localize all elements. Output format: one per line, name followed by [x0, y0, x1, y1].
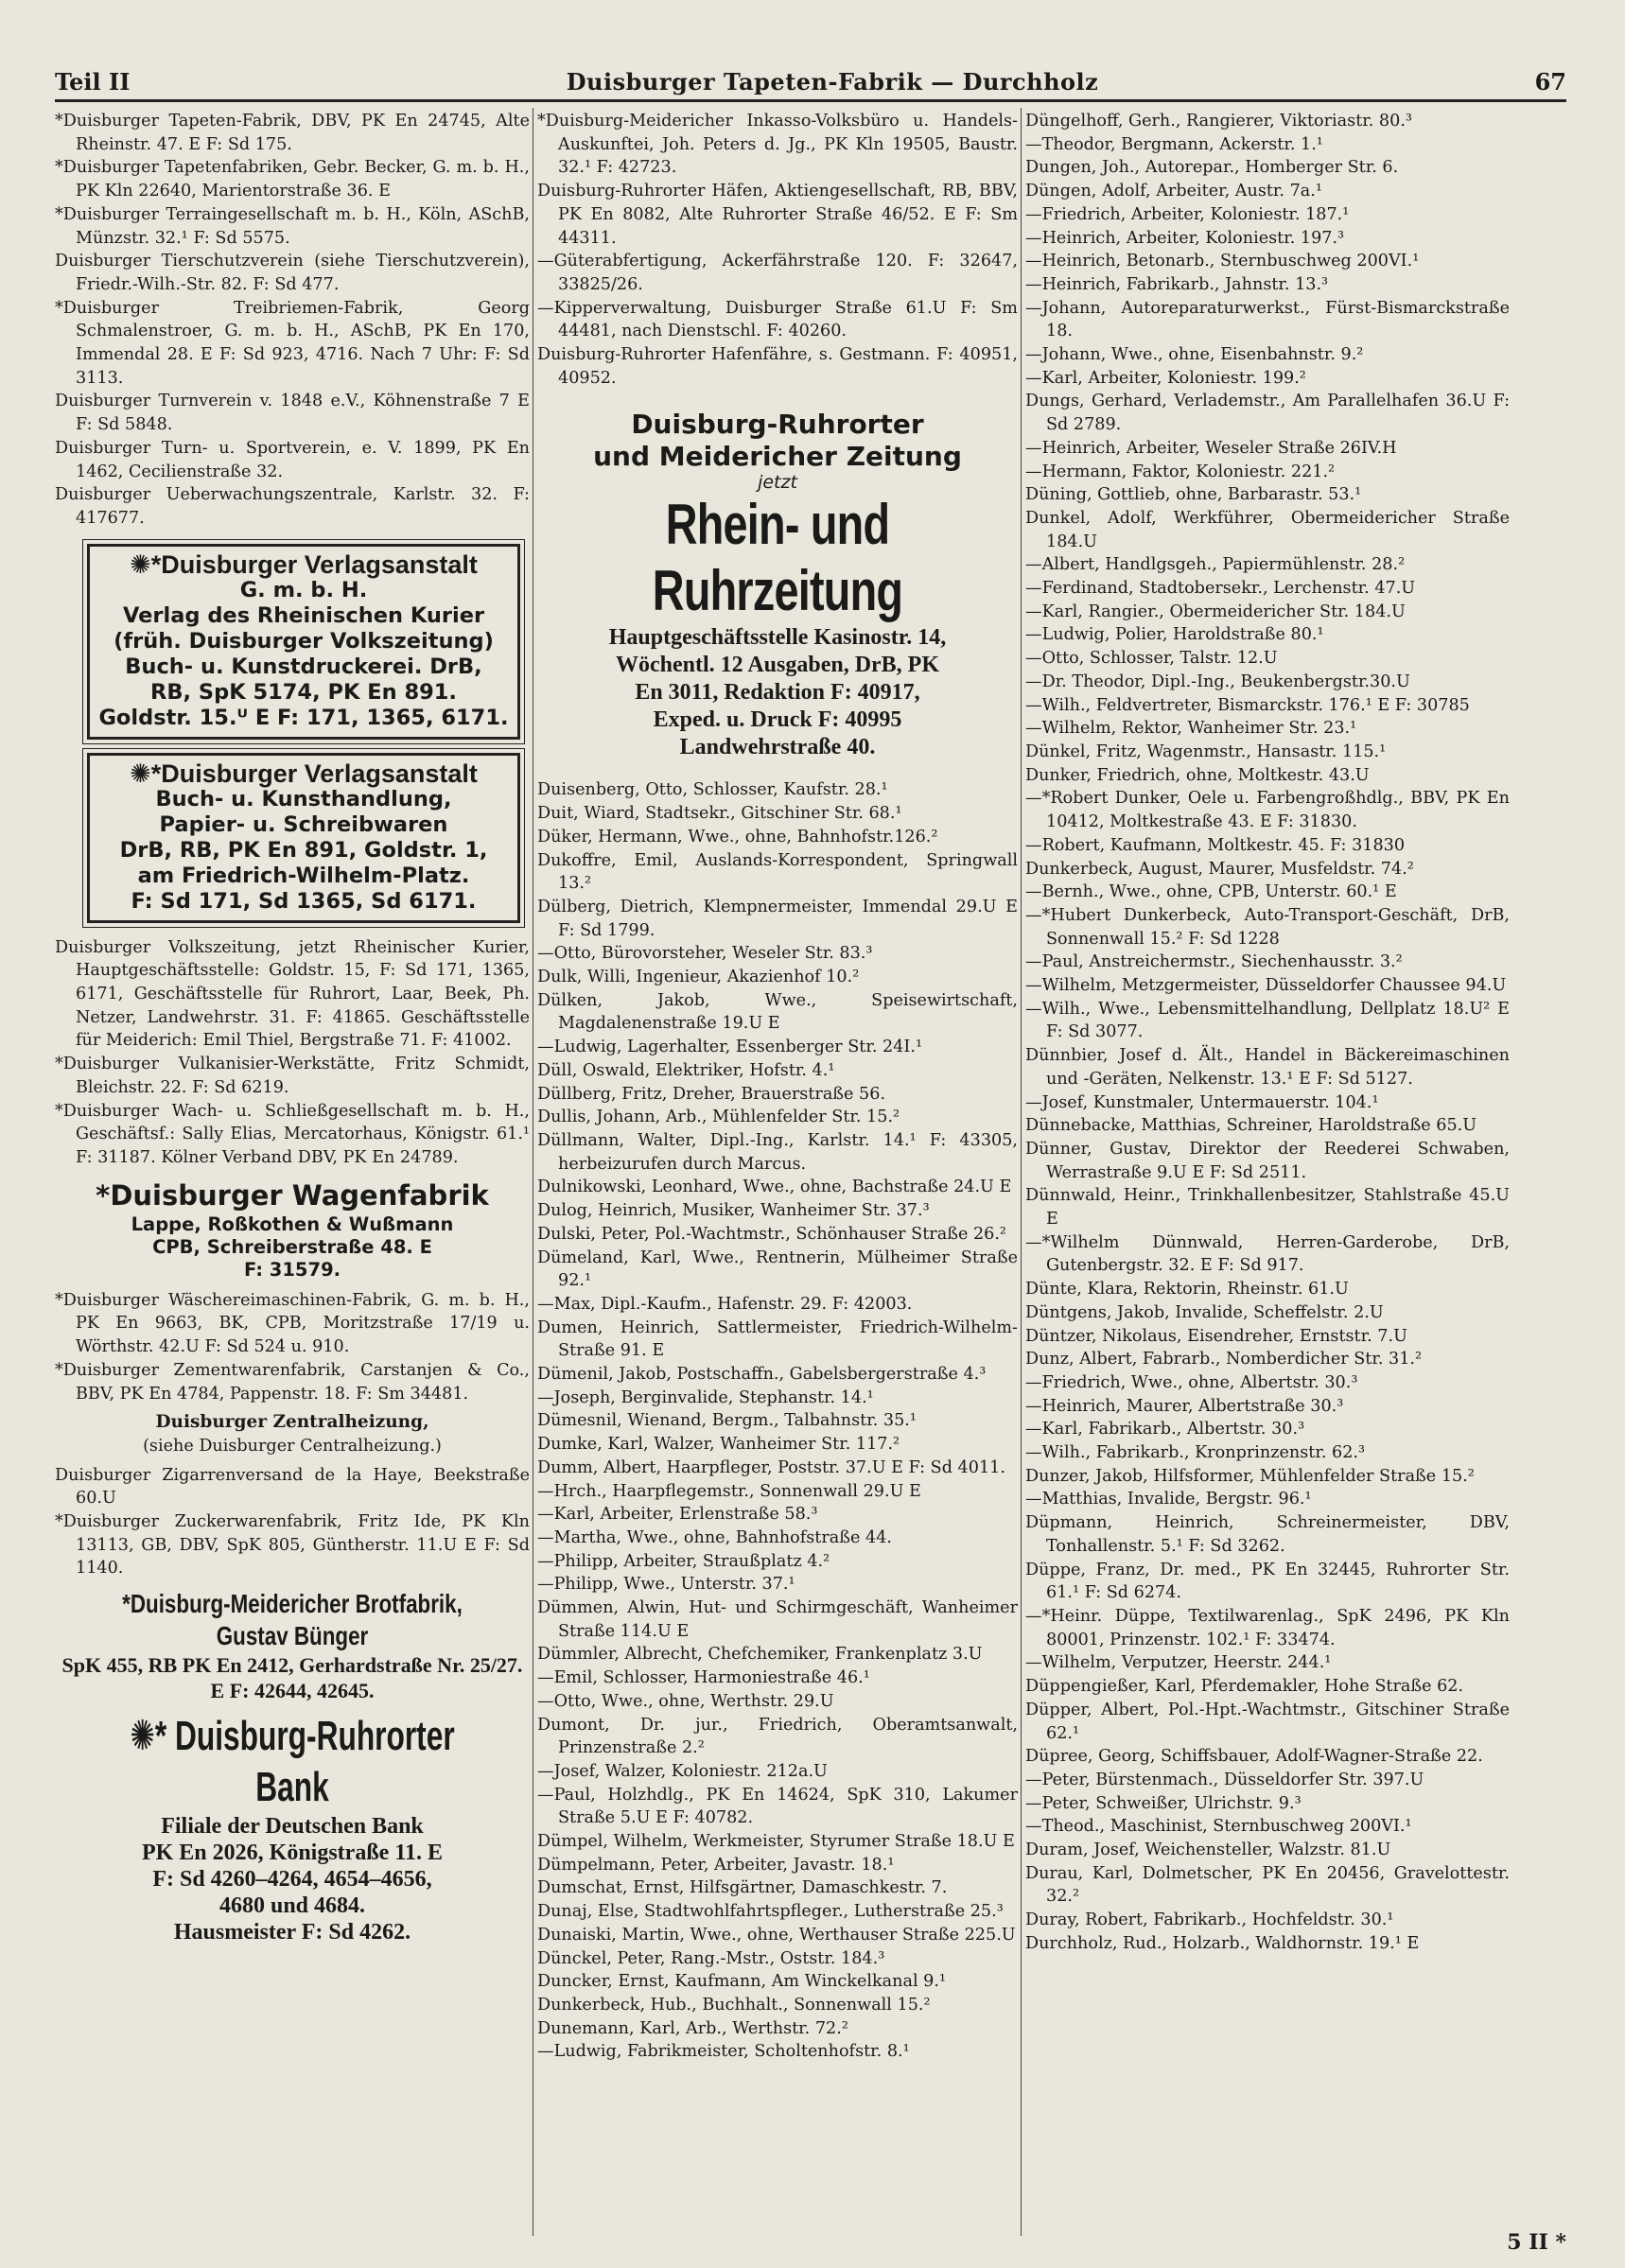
ad-line: Papier- u. Schreibwaren: [159, 811, 448, 837]
ad-line: am Friedrich-Wilhelm-Platz.: [137, 863, 470, 888]
directory-entry: Dünnebacke, Matthias, Schreiner, Haroldstraße 65.U: [1025, 1116, 1477, 1136]
directory-entry: —Friedrich, Wwe., ohne, Albertstr. 30.³: [1025, 1372, 1358, 1392]
directory-entry: Dünckel, Peter, Rang.-Mstr., Oststr. 184.³: [537, 1948, 885, 1968]
directory-entry: —Hermann, Faktor, Koloniestr. 221.²: [1025, 462, 1336, 481]
ad-line: Buch- u. Kunsthandlung,: [155, 786, 452, 811]
directory-entry: Düngelhoff, Gerh., Rangierer, Viktoriastr. 80.³: [1025, 112, 1412, 131]
ad-line: G. m. b. H.: [239, 577, 368, 602]
ad-line: F: Sd 4260–4264, 4654–4656,: [152, 1867, 432, 1893]
directory-entry: Dümpel, Wilhelm, Werkmeister, Styrumer Straße 18.U E: [537, 1832, 1015, 1852]
directory-entry: —Paul, Holzhdlg., PK En 14624, SpK 310, Lakumer Straße 5.U E F: 40782.: [537, 1785, 1018, 1828]
directory-entry: —Johann, Autoreparaturwerkst., Fürst-Bismarckstraße 18.: [1025, 298, 1510, 341]
directory-entry: *Duisburg-Meidericher Inkasso-Volksbüro u. Handels-Auskunftei, Joh. Peters d. Jg., PK Kln 19505, Baustr. 32.¹ F: 42723.: [537, 112, 1018, 178]
directory-entry: —Heinrich, Fabrikarb., Jahnstr. 13.³: [1025, 274, 1329, 294]
directory-entry: Dümmen, Alwin, Hut- und Schirmgeschäft, Wanheimer Straße 114.U E: [537, 1598, 1018, 1641]
directory-entry: Dunkerbeck, August, Maurer, Musfeldstr. 74.²: [1025, 859, 1414, 879]
directory-entry: Dümeland, Karl, Wwe., Rentnerin, Mülheimer Straße 92.¹: [537, 1247, 1018, 1291]
entry-list: [537, 778, 1018, 2064]
directory-entry: —Heinrich, Betonarb., Sternbuschweg 200VI.¹: [1025, 252, 1420, 271]
directory-entry: —Philipp, Wwe., Unterstr. 37.¹: [537, 1575, 795, 1595]
directory-entry: —Karl, Fabrikarb., Albertstr. 30.³: [1025, 1420, 1305, 1439]
directory-entry: Durau, Karl, Dolmetscher, PK En 20456, Gravelottestr. 32.²: [1025, 1863, 1510, 1907]
directory-entry: Durchholz, Rud., Holzarb., Waldhornstr. 19.¹ E: [1025, 1933, 1420, 1953]
directory-entry: *Duisburger Wäschereimaschinen-Fabrik, G. m. b. H., PK En 9663, BK, CPB, Moritzstraße 17/19 u. Wörthstr. 42.U F: Sd 524 u. 910.: [55, 1290, 530, 1357]
ad-line: Filiale der Deutschen Bank: [161, 1814, 424, 1840]
ad-line: Verlag des Rheinischen Kurier: [122, 602, 485, 628]
directory-entry: —Otto, Schlosser, Talstr. 12.U: [1025, 649, 1278, 669]
sun-logo-icon: ✺: [130, 759, 151, 788]
ad-line: Landwehrstraße 40.: [679, 735, 876, 760]
directory-entry: —Johann, Wwe., ohne, Eisenbahnstr. 9.²: [1025, 345, 1364, 365]
ad-line: Goldstr. 15.ᵁ E F: 171, 1365, 6171.: [98, 705, 509, 730]
directory-entry: Düllberg, Fritz, Dreher, Brauerstraße 56.: [537, 1084, 886, 1104]
ad-title: Rhein- und Ruhrzeitung: [652, 493, 903, 623]
directory-entry: —Josef, Walzer, Koloniestr. 212a.U: [537, 1761, 828, 1781]
directory-entry: —Bernh., Wwe., ohne, CPB, Unterstr. 60.¹ E: [1025, 882, 1397, 902]
directory-entry: —Güterabfertigung, Ackerfährstraße 120. F: 32647, 33825/26.: [537, 252, 1018, 294]
directory-entry: Dumschat, Ernst, Hilfsgärtner, Damaschkestr. 7.: [537, 1878, 948, 1898]
ad-rhein-ruhrzeitung: [537, 409, 1018, 761]
directory-entry: Düpree, Georg, Schiffsbauer, Adolf-Wagner-Straße 22.: [1025, 1747, 1483, 1767]
ad-lines: [55, 1213, 530, 1282]
directory-entry: Duisburg-Ruhrorter Hafenfähre, s. Gestmann. F: 40951, 40952.: [537, 345, 1018, 388]
column-3: [1025, 110, 1510, 1956]
ad-line: F: 31579.: [243, 1258, 341, 1281]
directory-entry: —Robert, Kaufmann, Moltkestr. 45. F: 31830: [1025, 835, 1406, 855]
directory-entry: —Matthias, Invalide, Bergstr. 96.¹: [1025, 1490, 1312, 1509]
notice-title: Duisburger Zentralheizung,: [155, 1412, 429, 1433]
directory-entry: —Wilhelm, Rektor, Wanheimer Str. 23.¹: [1025, 719, 1357, 739]
directory-entry: Duisburger Turn- u. Sportverein, e. V. 1899, PK En 1462, Cecilienstraße 32.: [55, 438, 530, 481]
sun-logo-icon: ✺: [130, 550, 151, 579]
directory-entry: Düllmann, Walter, Dipl.-Ing., Karlstr. 14.¹ F: 43305, herbeizurufen durch Marcus.: [537, 1130, 1018, 1174]
directory-entry: —Wilh., Feldvertreter, Bismarckstr. 176.¹ E F: 30785: [1025, 695, 1470, 715]
ad-line: Hausmeister F: Sd 4262.: [173, 1920, 411, 1945]
directory-entry: Dunaj, Else, Stadtwohlfahrtspfleger., Lutherstraße 25.³: [537, 1902, 1004, 1922]
directory-entry: *Duisburger Tapetenfabriken, Gebr. Becker, G. m. b. H., PK Kln 22640, Marientorstraße 36. E: [55, 158, 530, 201]
ad-wagenfabrik: [55, 1178, 530, 1282]
directory-entry: Dulski, Peter, Pol.-Wachtmstr., Schönhauser Straße 26.²: [537, 1224, 1006, 1244]
column-1: [55, 110, 530, 1953]
directory-entry: —Peter, Schweißer, Ulrichstr. 9.³: [1025, 1793, 1302, 1813]
directory-entry: Dülberg, Dietrich, Klempnermeister, Immendal 29.U E F: Sd 1799.: [537, 897, 1018, 940]
entry-list: [1025, 110, 1510, 1956]
directory-entry: Duisburg-Ruhrorter Häfen, Aktiengesellschaft, RB, BBV, PK En 8082, Alte Ruhrorter Straße 46/52. E F: Sm 44311.: [537, 182, 1018, 248]
directory-entry: Duit, Wiard, Stadtsekr., Gitschiner Str. 68.¹: [537, 804, 902, 824]
directory-entry: Dünnwald, Heinr., Trinkhallenbesitzer, Stahlstraße 45.U E: [1025, 1186, 1510, 1230]
ad-line: Buch- u. Kunstdruckerei. DrB,: [125, 654, 482, 679]
directory-entry: Düntzer, Nikolaus, Eisendreher, Ernststr. 7.U: [1025, 1326, 1407, 1346]
ad-title: *Duisburg-Meidericher Brotfabrik, Gustav Bünger: [122, 1589, 463, 1651]
directory-entry: Dulog, Heinrich, Musiker, Wanheimer Str. 37.³: [537, 1201, 930, 1221]
sun-logo-icon: ✺: [130, 1713, 155, 1760]
directory-entry: —Ludwig, Lagerhalter, Essenberger Str. 24I.¹: [537, 1038, 923, 1057]
directory-entry: Duram, Josef, Weichensteller, Walzstr. 81.U: [1025, 1841, 1391, 1860]
directory-entry: Dunz, Albert, Fabrarb., Nomberdicher Str. 31.²: [1025, 1350, 1423, 1370]
directory-entry: Duisburger Ueberwachungszentrale, Karlstr. 32. F: 417677.: [55, 485, 530, 528]
ad-lines: [97, 787, 510, 915]
entry-list: [55, 1464, 530, 1581]
directory-entry: —Karl, Arbeiter, Koloniestr. 199.²: [1025, 368, 1306, 388]
directory-entry: —Ferdinand, Stadtobersekr., Lerchenstr. 47.U: [1025, 579, 1416, 599]
directory-entry: Dümesnil, Wienand, Bergm., Talbahnstr. 35.¹: [537, 1411, 917, 1431]
directory-entry: Dünkel, Fritz, Wagenmstr., Hansastr. 115.¹: [1025, 741, 1387, 761]
directory-entry: —*Wilhelm Dünnwald, Herren-Garderobe, DrB, Gutenbergstr. 32. E F: Sd 917.: [1025, 1232, 1510, 1276]
ad-line: und Meidericher Zeitung: [593, 441, 962, 473]
directory-entry: —*Hubert Dunkerbeck, Auto-Transport-Geschäft, DrB, Sonnenwall 15.² F: Sd 1228: [1025, 905, 1510, 949]
directory-entry: Dünte, Klara, Rektorin, Rheinstr. 61.U: [1025, 1280, 1349, 1300]
directory-entry: *Duisburger Wach- u. Schließgesellschaft m. b. H., Geschäftsf.: Sally Elias, Mercatorhaus, Königstr. 61.¹ F: 31187. Kölner Verband DBV, PK En 24789.: [55, 1101, 530, 1167]
directory-entry: Duray, Robert, Fabrikarb., Hochfeldstr. 30.¹: [1025, 1910, 1394, 1930]
directory-entry: Dümpelmann, Peter, Arbeiter, Javastr. 18.¹: [537, 1855, 895, 1875]
ad-title: *Duisburger Wagenfabrik: [96, 1178, 489, 1212]
entry-list: [537, 110, 1018, 390]
column-divider: [1021, 108, 1022, 2236]
ad-line: (früh. Duisburger Volkszeitung): [114, 628, 494, 654]
directory-entry: Düngen, Adolf, Arbeiter, Austr. 7a.¹: [1025, 182, 1322, 201]
ad-ruhrorter-bank: [55, 1711, 530, 1945]
ad-line: Duisburg-Ruhrorter: [631, 409, 924, 441]
ad-line: jetzt: [758, 472, 797, 494]
directory-entry: Duisenberg, Otto, Schlosser, Kaufstr. 28.¹: [537, 780, 888, 800]
directory-entry: Dukoffre, Emil, Auslands-Korrespondent, Springwall 13.²: [537, 850, 1018, 894]
directory-entry: Düning, Gottlieb, ohne, Barbarastr. 53.¹: [1025, 485, 1362, 505]
directory-entry: —Kipperverwaltung, Duisburger Straße 61.U F: Sm 44481, nach Dienstschl. F: 40260.: [537, 298, 1018, 341]
directory-entry: —Joseph, Berginvalide, Stephanstr. 14.¹: [537, 1387, 874, 1407]
directory-entry: Dulnikowski, Leonhard, Wwe., ohne, Bachstraße 24.U E: [537, 1178, 1012, 1197]
directory-entry: —Karl, Rangier., Obermeidericher Str. 184.U: [1025, 602, 1406, 621]
ad-line: SpK 455, RB PK En 2412, Gerhardstraße Nr. 25/27. E F: 42644, 42645.: [61, 1653, 523, 1703]
directory-entry: —Wilh., Fabrikarb., Kronprinzenstr. 62.³: [1025, 1443, 1366, 1463]
directory-entry: Dunzer, Jakob, Hilfsformer, Mühlenfelder Straße 15.²: [1025, 1466, 1475, 1486]
directory-entry: Dunker, Friedrich, ohne, Moltkestr. 43.U: [1025, 765, 1370, 785]
directory-entry: —Heinrich, Arbeiter, Weseler Straße 26IV.H: [1025, 438, 1397, 458]
directory-entry: —Emil, Schlosser, Harmoniestraße 46.¹: [537, 1668, 870, 1688]
directory-entry: —Wilh., Wwe., Lebensmittelhandlung, Dellplatz 18.U² E F: Sd 3077.: [1025, 999, 1510, 1042]
ad-brotfabrik: [55, 1588, 530, 1703]
directory-entry: Duisburger Tierschutzverein (siehe Tierschutzverein), Friedr.-Wilh.-Str. 82. F: Sd 477.: [55, 252, 530, 294]
ad-line: PK En 2026, Königstraße 11. E: [141, 1841, 444, 1866]
directory-entry: Duisburger Volkszeitung, jetzt Rheinischer Kurier, Hauptgeschäftsstelle: Goldstr. 15, F: Sd 171, 1365, 6171, Geschäftsstelle für Ruhrort, Laar, Beek, Ph. Netzer, Landwehrstr. 31. F: 41865. Geschäftsstelle für Meiderich: Emil Thiel, Bergstraße 71. F: 41002.: [55, 937, 530, 1051]
directory-entry: Dullis, Johann, Arb., Mühlenfelder Str. 15.²: [537, 1108, 900, 1127]
ad-line: CPB, Schreiberstraße 48. E: [152, 1235, 432, 1258]
directory-entry: —Philipp, Arbeiter, Straußplatz 4.²: [537, 1551, 830, 1571]
directory-entry: Dünnbier, Josef d. Ält., Handel in Bäckereimaschinen und -Geräten, Nelkenstr. 13.¹ E F: Sd 5127.: [1025, 1046, 1510, 1089]
directory-entry: Dumm, Albert, Haarpfleger, Poststr. 37.U E F: Sd 4011.: [537, 1457, 1005, 1477]
directory-entry: Duisburger Turnverein v. 1848 e.V., Köhnenstraße 7 E F: Sd 5848.: [55, 392, 530, 435]
zentralheizung-notice: [55, 1411, 530, 1457]
directory-entry: —Josef, Kunstmaler, Untermauerstr. 104.¹: [1025, 1092, 1379, 1112]
directory-entry: Düntgens, Jakob, Invalide, Scheffelstr. 2.U: [1025, 1302, 1384, 1322]
directory-entry: —Albert, Handlgsgeh., Papiermühlenstr. 28.²: [1025, 555, 1406, 575]
directory-entry: Dunaiski, Martin, Wwe., ohne, Werthauser Straße 225.U: [537, 1925, 1016, 1945]
ad-line: 4680 und 4684.: [218, 1893, 366, 1919]
ad-line: Exped. u. Druck F: 40995: [653, 707, 902, 733]
ad-line: DrB, RB, PK En 891, Goldstr. 1,: [119, 837, 488, 863]
page-number: 67: [1534, 68, 1566, 96]
directory-entry: Duisburger Zigarrenversand de la Haye, Beekstraße 60.U: [55, 1465, 530, 1509]
directory-entry: —Heinrich, Maurer, Albertstraße 30.³: [1025, 1396, 1344, 1416]
ad-lines: [97, 578, 510, 731]
directory-entry: —Ludwig, Fabrikmeister, Scholtenhofstr. 8.¹: [537, 2042, 910, 2062]
directory-entry: Dungs, Gerhard, Verlademstr., Am Parallelhafen 36.U F: Sd 2789.: [1025, 392, 1510, 435]
directory-entry: —Karl, Arbeiter, Erlenstraße 58.³: [537, 1505, 818, 1525]
directory-entry: —Wilhelm, Metzgermeister, Düsseldorfer Chaussee 94.U: [1025, 976, 1507, 996]
directory-entry: —Otto, Wwe., ohne, Werthstr. 29.U: [537, 1691, 834, 1711]
directory-entry: Dünner, Gustav, Direktor der Reederei Schwaben, Werrastraße 9.U E F: Sd 2511.: [1025, 1139, 1510, 1182]
directory-entry: —Heinrich, Arbeiter, Koloniestr. 197.³: [1025, 228, 1345, 248]
ad-line: Lappe, Roßkothen & Wußmann: [131, 1213, 454, 1235]
header-section: Teil II: [55, 68, 131, 96]
directory-entry: Dunkerbeck, Hub., Buchhalt., Sonnenwall 15.²: [537, 1996, 931, 2015]
directory-entry: Dümmler, Albrecht, Chefchemiker, Frankenplatz 3.U: [537, 1645, 983, 1665]
signature-mark: 5 II *: [1507, 2230, 1566, 2255]
directory-entry: *Duisburger Zuckerwarenfabrik, Fritz Ide, PK Kln 13113, GB, DBV, SpK 805, Güntherstr. 11.U E F: Sd 1140.: [55, 1512, 530, 1579]
entry-list: [55, 1289, 530, 1406]
directory-entry: —Hrch., Haarpflegemstr., Sonnenwall 29.U E: [537, 1481, 921, 1501]
directory-entry: Dülken, Jakob, Wwe., Speisewirtschaft, Magdalenenstraße 19.U E: [537, 990, 1018, 1034]
directory-entry: —Paul, Anstreichermstr., Siechenhausstr. 3.²: [1025, 952, 1403, 972]
page-header: [55, 59, 1566, 102]
ad-line: F: Sd 171, Sd 1365, Sd 6171.: [131, 888, 477, 914]
directory-entry: —Martha, Wwe., ohne, Bahnhofstraße 44.: [537, 1527, 893, 1547]
entry-list: [55, 110, 530, 531]
ad-lines: [55, 1813, 530, 1945]
directory-entry: Dumont, Dr. jur., Friedrich, Oberamtsanwalt, Prinzenstraße 2.²: [537, 1715, 1018, 1758]
directory-entry: Duncker, Ernst, Kaufmann, Am Winckelkanal 9.¹: [537, 1972, 947, 1992]
directory-entry: Düll, Oswald, Elektriker, Hofstr. 4.¹: [537, 1060, 835, 1080]
directory-entry: —*Heinr. Düppe, Textilwarenlag., SpK 2496, PK Kln 80001, Prinzenstr. 102.¹ F: 33474.: [1025, 1607, 1510, 1649]
directory-entry: —Theod., Maschinist, Sternbuschweg 200VI.¹: [1025, 1817, 1412, 1837]
ad-title: * Duisburg-Ruhrorter Bank: [154, 1713, 455, 1811]
directory-entry: —Dr. Theodor, Dipl.-Ing., Beukenbergstr.30.U: [1025, 672, 1410, 691]
directory-entry: Dümenil, Jakob, Postschaffn., Gabelsbergerstraße 4.³: [537, 1365, 987, 1385]
directory-entry: Düpmann, Heinrich, Schreinermeister, DBV, Tonhallenstr. 5.¹ F: Sd 3262.: [1025, 1513, 1510, 1556]
directory-entry: Dumen, Heinrich, Sattlermeister, Friedrich-Wilhelm-Straße 91. E: [537, 1317, 1018, 1361]
ad-verlagsanstalt-2: [87, 753, 520, 923]
directory-entry: Düppe, Franz, Dr. med., PK En 32445, Ruhrorter Str. 61.¹ F: Sd 6274.: [1025, 1560, 1510, 1603]
directory-entry: —Wilhelm, Verputzer, Heerstr. 244.¹: [1025, 1653, 1332, 1673]
ad-title: *Duisburger Verlagsanstalt: [150, 550, 478, 579]
directory-entry: Düppengießer, Karl, Pferdemakler, Hohe Straße 62.: [1025, 1677, 1464, 1697]
directory-entry: Dungen, Joh., Autorepar., Homberger Str. 6.: [1025, 158, 1399, 178]
directory-entry: Dumke, Karl, Walzer, Wanheimer Str. 117.²: [537, 1435, 900, 1455]
directory-entry: —Ludwig, Polier, Haroldstraße 80.¹: [1025, 625, 1324, 645]
directory-entry: —Friedrich, Arbeiter, Koloniestr. 187.¹: [1025, 204, 1350, 224]
directory-entry: *Duisburger Treibriemen-Fabrik, Georg Schmalenstroer, G. m. b. H., ASchB, PK En 170, Immendal 28. E F: Sd 923, 4716. Nach 7 Uhr: F: Sd 3113.: [55, 298, 530, 388]
notice-line: (siehe Duisburger Centralheizung.): [143, 1436, 442, 1456]
ad-lines: [537, 624, 1018, 761]
directory-entry: *Duisburger Terraingesellschaft m. b. H., Köln, ASchB, Münzstr. 32.¹ F: Sd 5575.: [55, 204, 530, 248]
directory-entry: Düpper, Albert, Pol.-Hpt.-Wachtmstr., Gitschiner Straße 62.¹: [1025, 1700, 1510, 1743]
directory-entry: —Otto, Bürovorsteher, Weseler Str. 83.³: [537, 944, 873, 964]
column-2: [537, 110, 1018, 2064]
directory-entry: —Theodor, Bergmann, Ackerstr. 1.¹: [1025, 134, 1323, 154]
directory-entry: Dunemann, Karl, Arb., Werthstr. 72.²: [537, 2018, 848, 2038]
ad-lines: [55, 1652, 530, 1703]
ad-verlagsanstalt-1: [87, 544, 520, 740]
header-range: Duisburger Tapeten-Fabrik — Durchholz: [566, 68, 1099, 96]
directory-entry: *Duisburger Tapeten-Fabrik, DBV, PK En 24745, Alte Rheinstr. 47. E F: Sd 175.: [55, 112, 530, 154]
directory-entry: Dulk, Willi, Ingenieur, Akazienhof 10.²: [537, 968, 860, 987]
directory-entry: *Duisburger Zementwarenfabrik, Carstanjen & Co., BBV, PK En 4784, Pappenstr. 18. F: Sm 34481.: [55, 1360, 530, 1404]
ad-line: En 3011, Redaktion F: 40917,: [635, 680, 920, 706]
directory-entry: —Max, Dipl.-Kaufm., Hafenstr. 29. F: 42003.: [537, 1294, 913, 1314]
directory-entry: Düker, Hermann, Wwe., ohne, Bahnhofstr.126.²: [537, 827, 938, 846]
ad-title: *Duisburger Verlagsanstalt: [150, 759, 478, 788]
directory-entry: —*Robert Dunker, Oele u. Farbengroßhdlg., BBV, PK En 10412, Moltkestraße 43. E F: 31830.: [1025, 789, 1510, 832]
entry-list: [55, 936, 530, 1170]
ad-line: Hauptgeschäftsstelle Kasinostr. 14,: [608, 625, 947, 651]
directory-entry: —Peter, Bürstenmach., Düsseldorfer Str. 397.U: [1025, 1770, 1424, 1789]
directory-entry: Dunkel, Adolf, Werkführer, Obermeidericher Straße 184.U: [1025, 508, 1510, 551]
ad-line: RB, SpK 5174, PK En 891.: [150, 679, 457, 705]
directory-entry: *Duisburger Vulkanisier-Werkstätte, Fritz Schmidt, Bleichstr. 22. F: Sd 6219.: [55, 1055, 530, 1097]
ad-line: Wöchentl. 12 Ausgaben, DrB, PK: [615, 653, 940, 678]
